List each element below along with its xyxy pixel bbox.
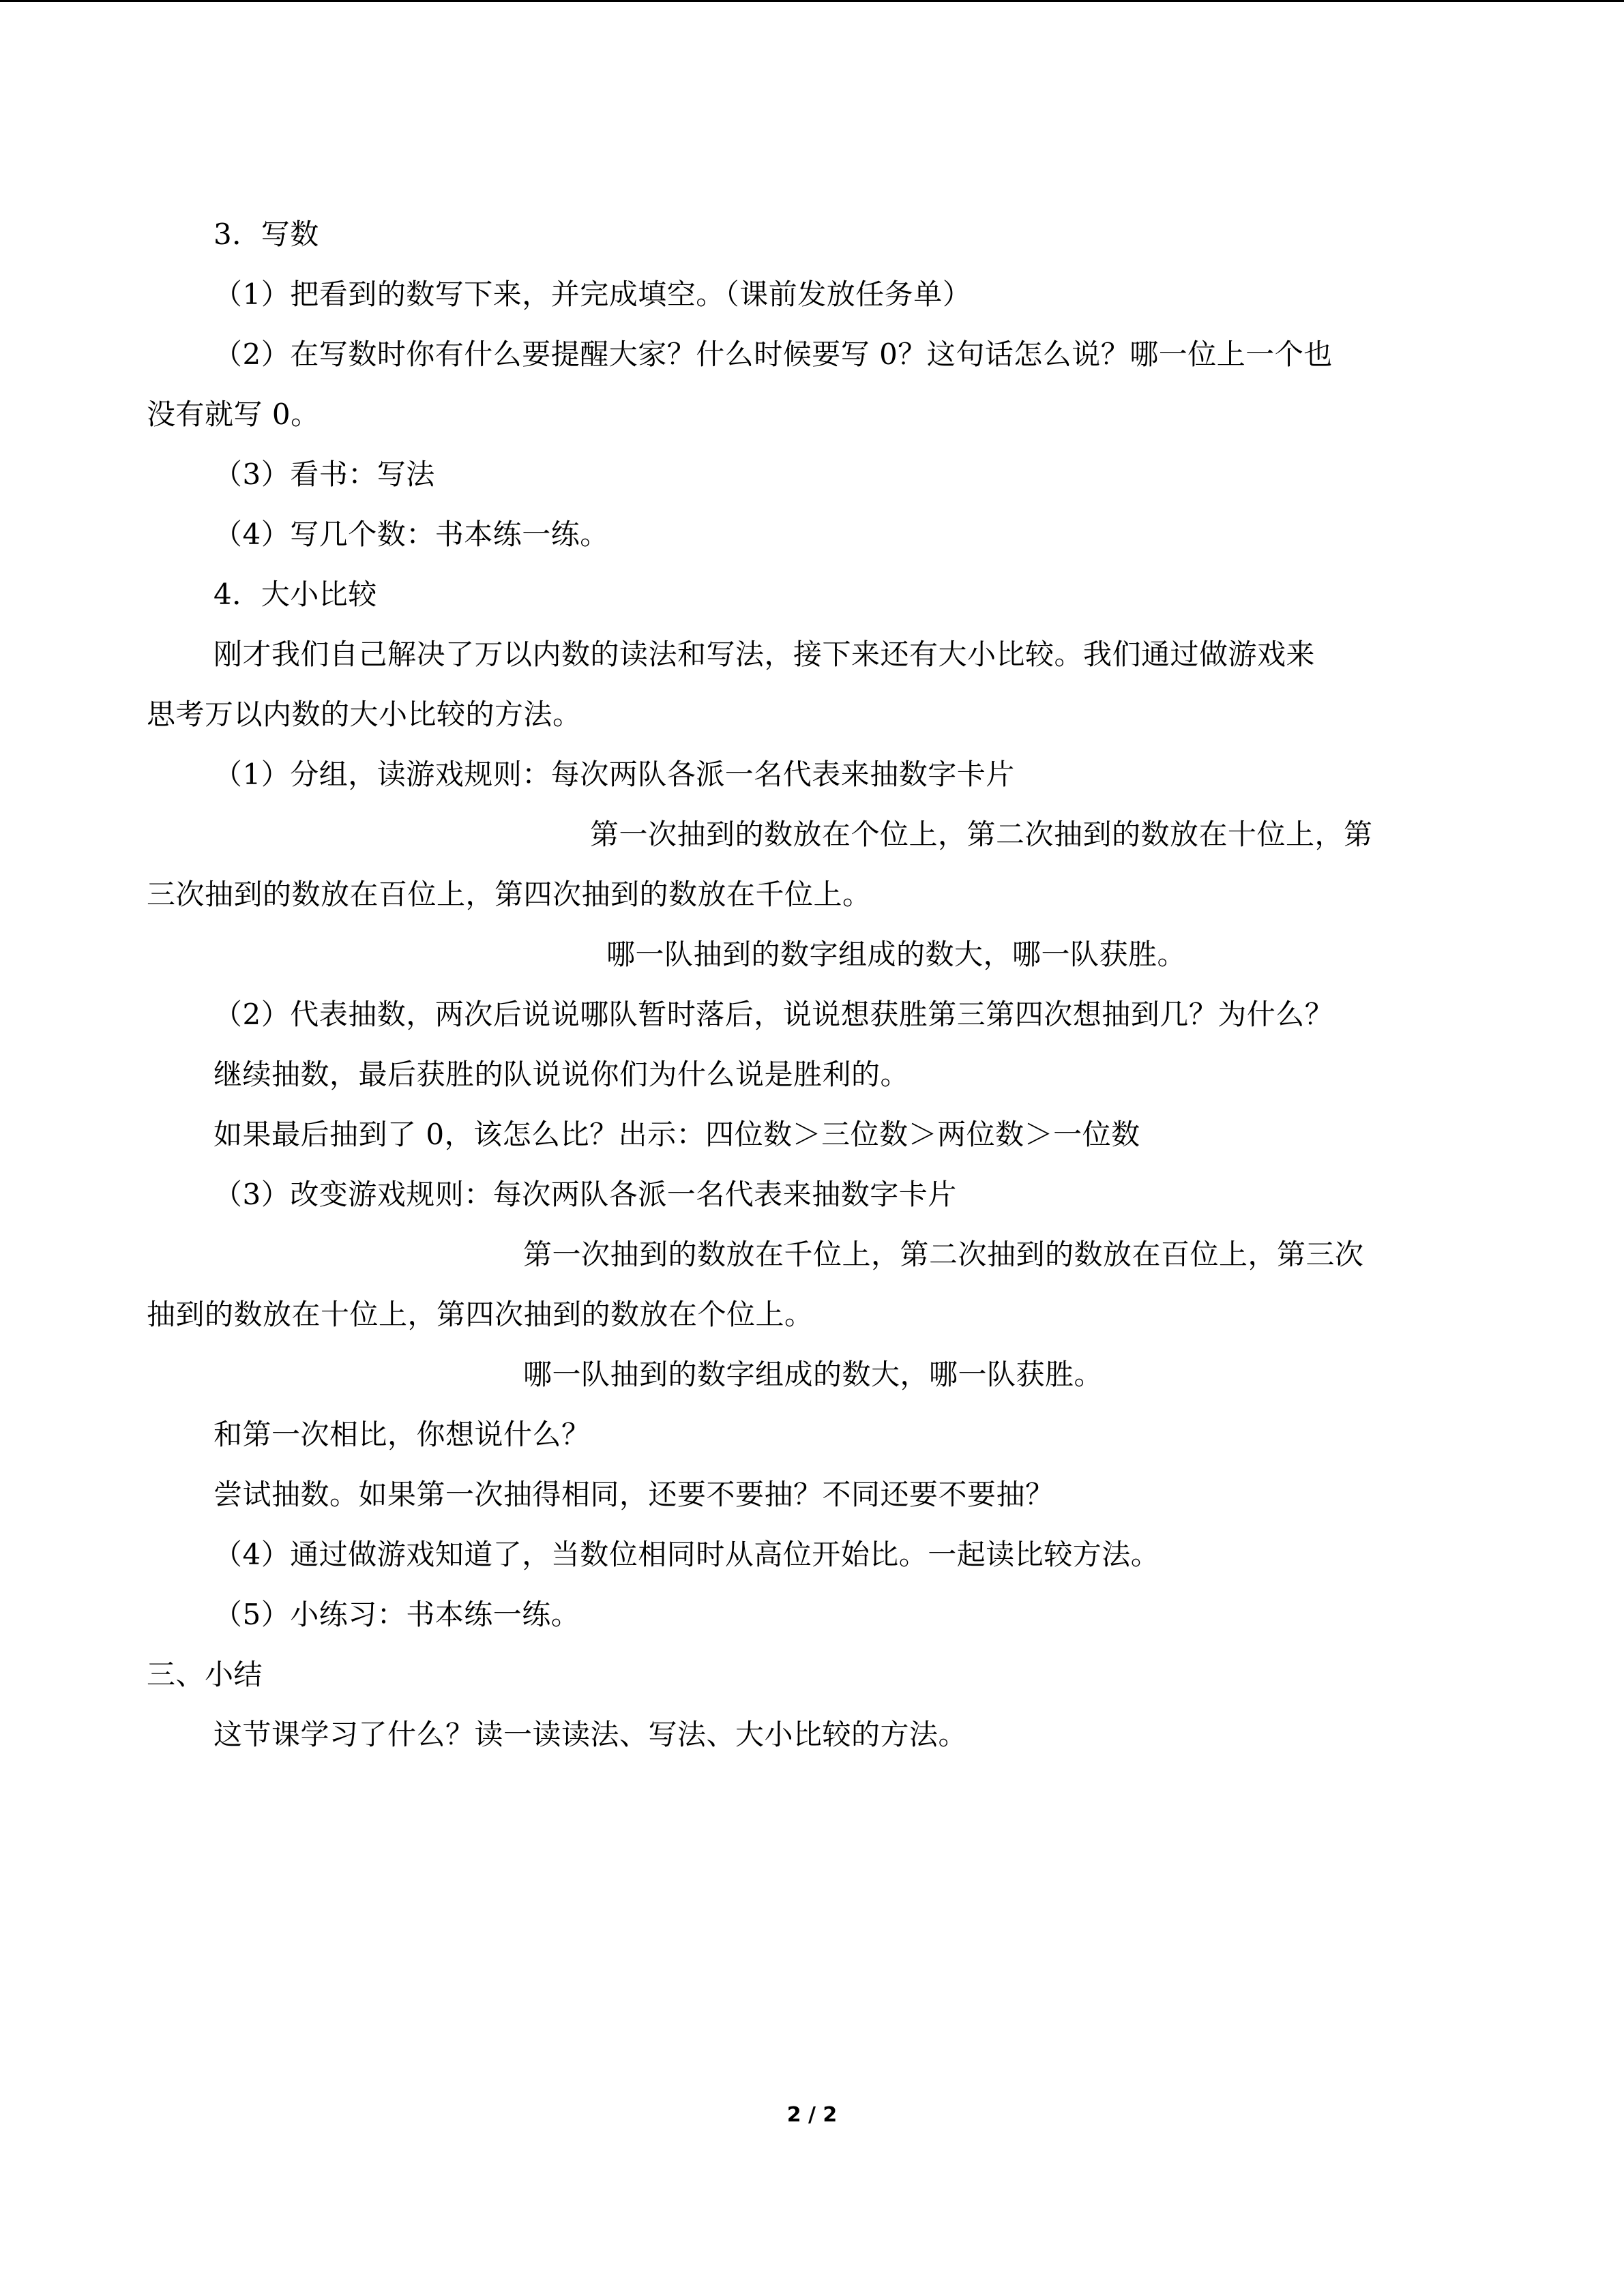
paragraph-line: 继续抽数，最后获胜的队说说你们为什么说是胜利的。 — [213, 1058, 910, 1091]
section-heading-summary: 三、小结 — [147, 1658, 263, 1691]
paragraph-line: 刚才我们自己解决了万以内数的读法和写法，接下来还有大小比较。我们通过做游戏来 — [213, 638, 1316, 671]
paragraph-line: 和第一次相比，你想说什么？ — [213, 1418, 591, 1451]
paragraph-line: 尝试抽数。如果第一次抽得相同，还要不要抽？不同还要不要抽？ — [213, 1478, 1054, 1511]
section-heading-compare-size: 4．大小比较 — [213, 578, 377, 611]
paragraph-line: （1）把看到的数写下来，并完成填空。（课前发放任务单） — [213, 278, 972, 311]
paragraph-line: （4）写几个数：书本练一练。 — [213, 518, 609, 551]
section-heading-write-numbers: 3．写数 — [213, 218, 319, 251]
paragraph-line: （3）看书：写法 — [213, 458, 435, 491]
paragraph-line: （1）分组，读游戏规则：每次两队各派一名代表来抽数字卡片 — [213, 758, 1015, 791]
paragraph-line: 三次抽到的数放在百位上，第四次抽到的数放在千位上。 — [147, 878, 872, 911]
paragraph-line: （5）小练习：书本练一练。 — [213, 1598, 580, 1631]
paragraph-line: 这节课学习了什么？读一读读法、写法、大小比较的方法。 — [213, 1718, 968, 1751]
paragraph-line: 如果最后抽到了 0，该怎么比？出示：四位数＞三位数＞两位数＞一位数 — [213, 1118, 1140, 1151]
paragraph-line: 哪一队抽到的数字组成的数大，哪一队获胜。 — [523, 1358, 1104, 1391]
paragraph-line: 哪一队抽到的数字组成的数大，哪一队获胜。 — [606, 938, 1187, 971]
paragraph-line: （4）通过做游戏知道了，当数位相同时从高位开始比。一起读比较方法。 — [213, 1538, 1160, 1571]
paragraph-line: 第一次抽到的数放在个位上，第二次抽到的数放在十位上，第 — [590, 818, 1373, 851]
paragraph-line: （2）在写数时你有什么要提醒大家？什么时候要写 0？这句话怎么说？哪一位上一个也 — [213, 338, 1333, 371]
paragraph-line: （3）改变游戏规则：每次两队各派一名代表来抽数字卡片 — [213, 1178, 957, 1211]
top-border-line — [0, 0, 1624, 2]
paragraph-line: 抽到的数放在十位上，第四次抽到的数放在个位上。 — [147, 1298, 814, 1331]
paragraph-line: 第一次抽到的数放在千位上，第二次抽到的数放在百位上，第三次 — [523, 1238, 1364, 1271]
paragraph-line: （2）代表抽数，两次后说说哪队暂时落后，说说想获胜第三第四次想抽到几？为什么？ — [213, 998, 1334, 1031]
paragraph-line: 没有就写 0。 — [147, 398, 320, 431]
paragraph-line: 思考万以内数的大小比较的方法。 — [147, 698, 582, 731]
page-number: 2 / 2 — [786, 2103, 838, 2127]
